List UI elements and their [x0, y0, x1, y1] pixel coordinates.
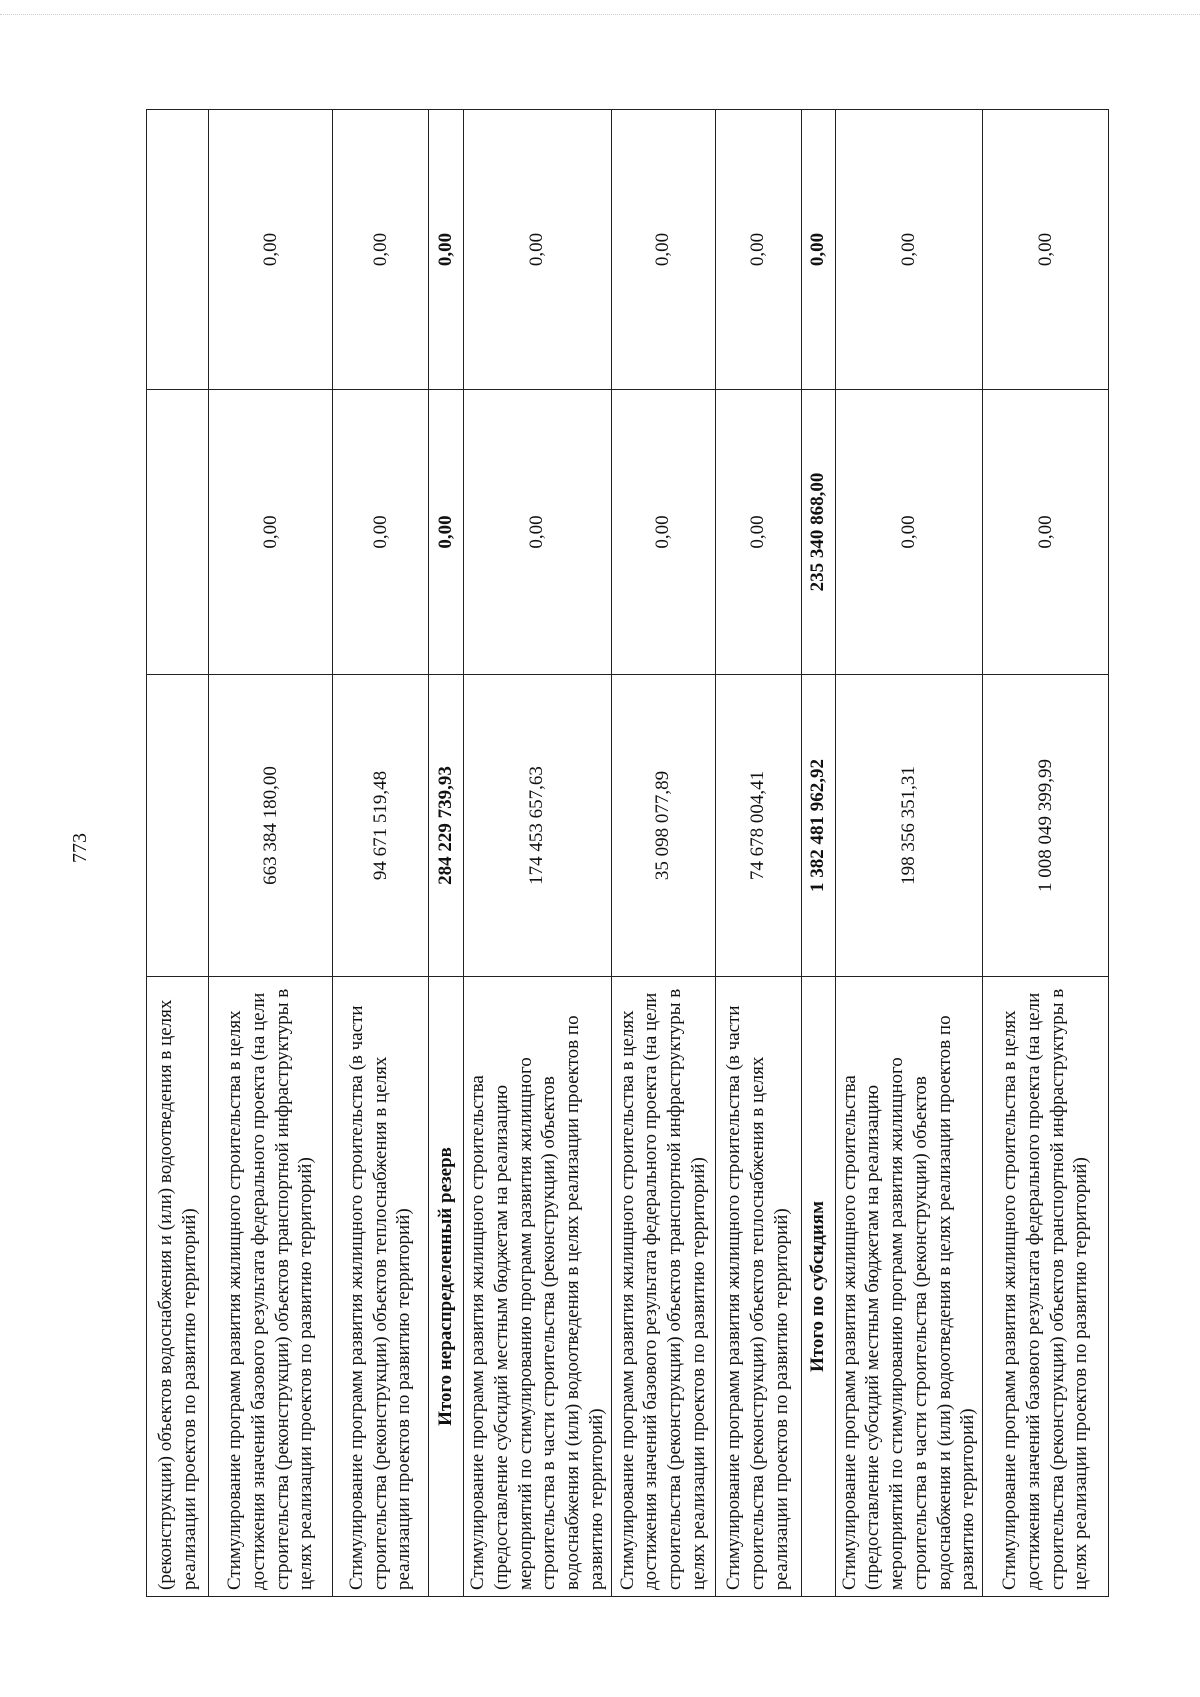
row-name: Стимулирование программ развития жилищного строительства в целях достижения значений базового результата федерального проекта (на цели строительства (реконструкции) объектов транспортной инфраструктуры в целях реализации проектов по развитию территорий): [209, 977, 333, 1597]
table-row: [147, 110, 209, 1597]
row-value-3: 0,00: [429, 110, 464, 390]
row-name: (реконструкции) объектов водоснабжения и (или) водоотведения в целях реализации проектов по развитию территорий): [147, 977, 209, 1597]
page-number: 773: [68, 833, 91, 863]
table-row: [715, 110, 801, 1597]
row-value-1: 1 382 481 962,92: [801, 675, 835, 977]
row-value-3: 0,00: [333, 110, 429, 390]
table-row: [464, 110, 612, 1597]
row-name: Стимулирование программ развития жилищного строительства в целях достижения значений базового результата федерального проекта (на цели строительства (реконструкции) объектов транспортной инфраструктуры в целях реализации проектов по развитию территорий): [983, 977, 1109, 1597]
row-value-3: 0,00: [715, 110, 801, 390]
row-value-2: 0,00: [715, 390, 801, 675]
row-value-3: 0,00: [835, 110, 983, 390]
row-name: Итого по субсидиям: [801, 977, 835, 1597]
row-value-2: 0,00: [209, 390, 333, 675]
row-value-2: 0,00: [333, 390, 429, 675]
row-value-1: 35 098 077,89: [611, 675, 715, 977]
row-name: Стимулирование программ развития жилищного строительства (предоставление субсидий местным бюджетам на реализацию мероприятий по стимулированию программ развития жилищного строительства в части строительства (реконструкции) объектов водоснабжения и (или) водоотведения в целях реализации проектов по развитию территорий): [464, 977, 612, 1597]
table-row-total: [429, 110, 464, 1597]
row-name: Стимулирование программ развития жилищного строительства (в части строительства (реконструкции) объектов теплоснабжения в целях реализации проектов по развитию территорий): [715, 977, 801, 1597]
row-value-3: 0,00: [801, 110, 835, 390]
row-value-3: 0,00: [983, 110, 1109, 390]
table-row: [209, 110, 333, 1597]
row-value-1: 284 229 739,93: [429, 675, 464, 977]
budget-table: [146, 109, 1109, 1597]
row-value-3: [147, 110, 209, 390]
row-value-2: 0,00: [835, 390, 983, 675]
row-value-3: 0,00: [611, 110, 715, 390]
table-row-total: [801, 110, 835, 1597]
row-value-1: 198 356 351,31: [835, 675, 983, 977]
table-row: [983, 110, 1109, 1597]
table-row: [835, 110, 983, 1597]
row-value-2: 235 340 868,00: [801, 390, 835, 675]
row-value-1: 94 671 519,48: [333, 675, 429, 977]
row-value-2: 0,00: [983, 390, 1109, 675]
row-value-2: 0,00: [611, 390, 715, 675]
row-value-2: 0,00: [464, 390, 612, 675]
page-top-rule: [0, 14, 1200, 15]
rotated-table-container: [146, 110, 1092, 1597]
row-value-3: 0,00: [464, 110, 612, 390]
row-value-2: 0,00: [429, 390, 464, 675]
budget-table-body: [147, 110, 1109, 1597]
table-row: [611, 110, 715, 1597]
row-value-3: 0,00: [209, 110, 333, 390]
table-row: [333, 110, 429, 1597]
row-value-1: [147, 675, 209, 977]
row-value-1: 1 008 049 399,99: [983, 675, 1109, 977]
row-name: Стимулирование программ развития жилищного строительства в целях достижения значений базового результата федерального проекта (на цели строительства (реконструкции) объектов транспортной инфраструктуры в целях реализации проектов по развитию территорий): [611, 977, 715, 1597]
row-value-1: 663 384 180,00: [209, 675, 333, 977]
row-value-1: 174 453 657,63: [464, 675, 612, 977]
row-name: Стимулирование программ развития жилищного строительства (в части строительства (реконструкции) объектов теплоснабжения в целях реализации проектов по развитию территорий): [333, 977, 429, 1597]
row-name: Стимулирование программ развития жилищного строительства (предоставление субсидий местным бюджетам на реализацию мероприятий по стимулированию программ развития жилищного строительства в части строительства (реконструкции) объектов водоснабжения и (или) водоотведения в целях реализации проектов по развитию территорий): [835, 977, 983, 1597]
row-value-1: 74 678 004,41: [715, 675, 801, 977]
row-name: Итого нераспределенный резерв: [429, 977, 464, 1597]
row-value-2: [147, 390, 209, 675]
